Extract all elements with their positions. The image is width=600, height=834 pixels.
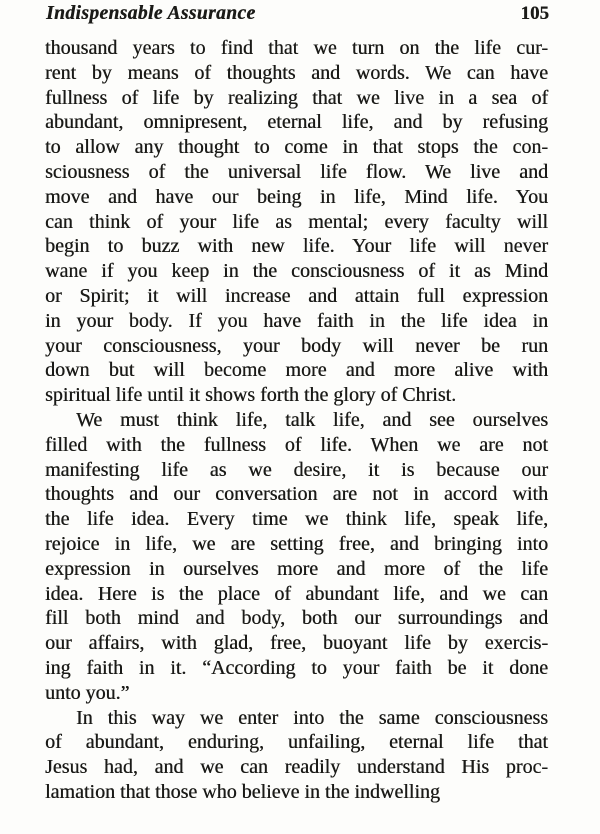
text-line: We must think life, talk life, and see ourselves xyxy=(76,408,548,431)
text-line: to allow any thought to come in that stops the con- xyxy=(45,136,548,159)
text-line: your consciousness, your body will never be run xyxy=(45,334,548,357)
text-line: Jesus had, and we can readily understand His proc- xyxy=(45,756,548,779)
text-line: fill both mind and body, both our surroundings and xyxy=(45,607,548,630)
text-line: sciousness of the universal life flow. We live and xyxy=(45,160,548,183)
text-line: or Spirit; it will increase and attain full expression xyxy=(45,284,548,307)
text-line: ing faith in it. “According to your faith be it done xyxy=(45,656,548,679)
text-line: move and have our being in life, Mind life. You xyxy=(45,185,548,208)
text-line: can think of your life as mental; every faculty will xyxy=(45,210,548,233)
text-line: spiritual life until it shows forth the glory of Christ. xyxy=(45,384,457,407)
paragraph xyxy=(45,36,548,408)
text-line: unto you.” xyxy=(45,681,130,704)
text-line: abundant, omnipresent, eternal life, and by refusing xyxy=(45,111,548,134)
text-line: expression in ourselves more and more of the life xyxy=(45,557,548,580)
running-title: Indispensable Assurance xyxy=(46,3,256,24)
text-line: manifesting life as we desire, it is because our xyxy=(45,458,548,481)
text-line: in your body. If you have faith in the life idea in xyxy=(45,309,548,332)
text-line: rent by means of thoughts and words. We can have xyxy=(45,61,548,84)
text-line: begin to buzz with new life. Your life will never xyxy=(45,235,548,258)
text-line: rejoice in life, we are setting free, and bringing into xyxy=(45,532,548,555)
text-line: the life idea. Every time we think life, speak life, xyxy=(45,508,548,531)
text-line: our affairs, with glad, free, buoyant life by exercis- xyxy=(45,632,548,655)
text-line: thoughts and our conversation are not in accord with xyxy=(45,483,548,506)
text-line: wane if you keep in the consciousness of it as Mind xyxy=(45,260,548,283)
paragraph xyxy=(45,706,548,805)
text-line: In this way we enter into the same consciousness xyxy=(76,706,548,729)
text-line: idea. Here is the place of abundant life, and we can xyxy=(45,582,548,605)
text-line: down but will become more and more alive with xyxy=(45,359,548,382)
page-number: 105 xyxy=(520,3,549,24)
text-line: fullness of life by realizing that we live in a sea of xyxy=(45,86,548,109)
page-body xyxy=(45,36,548,805)
page-header xyxy=(46,3,549,25)
text-line: filled with the fullness of life. When we are not xyxy=(45,433,548,456)
text-line: of abundant, enduring, unfailing, eternal life that xyxy=(45,731,548,754)
paragraph xyxy=(45,408,548,706)
text-line: lamation that those who believe in the indwelling xyxy=(45,780,440,803)
text-line: thousand years to find that we turn on the life cur- xyxy=(45,37,548,59)
